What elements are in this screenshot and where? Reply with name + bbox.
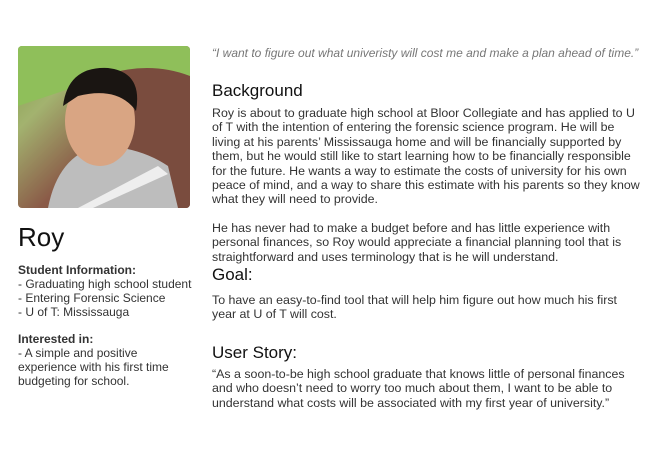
student-info-label: Student Information: [18,263,136,277]
interests [18,332,178,388]
goal-heading: Goal: [212,265,253,284]
interested-label: Interested in: [18,332,94,346]
persona-quote: “I want to figure out what univeristy will cost me and make a plan ahead of time.” [212,46,639,60]
student-info-item: - U of T: Mississauga [18,305,130,319]
background-paragraph-2: He has never had to make a budget before and has little experience with personal finances, so Roy would appreciate a financial planning tool that is straightforward and uses terminology that is he will understand. [212,221,622,264]
student-info-item: - Entering Forensic Science [18,291,166,305]
persona-photo [18,46,190,208]
student-info [18,263,198,319]
persona-name: Roy [18,222,65,252]
student-info-item: - Graduating high school student [18,277,192,291]
interested-text: - A simple and positive experience with his first time budgeting for school. [18,346,169,388]
user-story-text: “As a soon-to-be high school graduate that knows little of personal finances and who doesn’t need to worry too much about them, I want to be able to understand what costs will be associated with my first year of university.” [212,367,625,410]
goal-text: To have an easy-to-find tool that will help him figure out how much his first year at U of T will cost. [212,293,617,322]
background-paragraph-1: Roy is about to graduate high school at Bloor Collegiate and has applied to U of T with the intention of entering the forensic science program. He will be living at his parents’ Mississauga home and will be financially supported by them, but he would still like to start learning how to be financially responsible for the future. He wants a way to estimate the costs of university for his own peace of mind, and a way to share this estimate with his parents so they know what they will need to provide. [212,106,640,207]
background-heading: Background [212,81,303,100]
user-story-heading: User Story: [212,343,298,362]
